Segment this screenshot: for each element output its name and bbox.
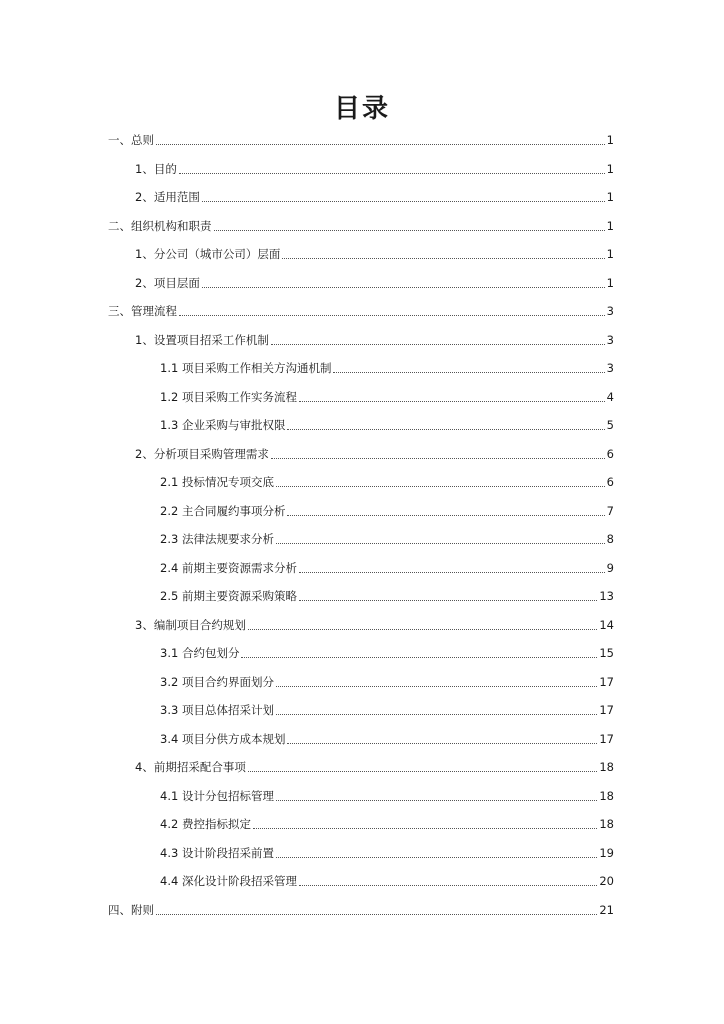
toc-entry-page: 5 (606, 418, 614, 432)
toc-entry-3-2-3[interactable] (160, 529, 614, 549)
toc-entry-2-1[interactable] (135, 244, 614, 264)
toc-entry-page: 6 (606, 447, 614, 461)
toc-entry-label: 四、附则 (108, 903, 154, 917)
toc-entry-3-2-5[interactable] (160, 586, 614, 606)
toc-leader-dots (179, 314, 605, 316)
toc-entry-3-1[interactable] (135, 330, 614, 350)
toc-entry-label: 2、适用范围 (135, 190, 200, 204)
toc-entry-label: 1、设置项目招采工作机制 (135, 333, 269, 347)
toc-leader-dots (202, 286, 605, 288)
toc-leader-dots (299, 571, 605, 573)
toc-entry-page: 14 (599, 618, 614, 632)
toc-leader-dots (276, 542, 605, 544)
toc-entry-3-1-1[interactable] (160, 358, 614, 378)
toc-entry-page: 1 (606, 190, 614, 204)
toc-leader-dots (282, 257, 604, 259)
toc-entry-label: 3.1 合约包划分 (160, 646, 240, 660)
toc-entry-page: 18 (599, 817, 614, 831)
toc-entry-3-2-2[interactable] (160, 501, 614, 521)
toc-leader-dots (287, 514, 604, 516)
toc-leader-dots (156, 143, 605, 145)
toc-entry-3-3[interactable] (135, 615, 614, 635)
toc-entry-label: 3.4 项目分供方成本规划 (160, 732, 286, 746)
toc-entry-page: 13 (599, 589, 614, 603)
toc-leader-dots (276, 856, 597, 858)
toc-entry-page: 1 (606, 162, 614, 176)
toc-entry-page: 1 (606, 247, 614, 261)
toc-entry-3-1-2[interactable] (160, 387, 614, 407)
toc-entry-label: 1.3 企业采购与审批权限 (160, 418, 286, 432)
toc-entry-page: 15 (599, 646, 614, 660)
toc-entry-label: 3、编制项目合约规划 (135, 618, 246, 632)
toc-entry-3-2-4[interactable] (160, 558, 614, 578)
toc-entry-page: 20 (599, 874, 614, 888)
toc-leader-dots (271, 457, 605, 459)
toc-entry-page: 17 (599, 703, 614, 717)
toc-entry-label: 1.1 项目采购工作相关方沟通机制 (160, 361, 332, 375)
toc-title: 目录 (333, 94, 390, 124)
toc-entry-3-2[interactable] (135, 444, 614, 464)
toc-leader-dots (299, 884, 597, 886)
toc-entry-3-4-4[interactable] (160, 871, 614, 891)
toc-entry-3-4[interactable] (135, 757, 614, 777)
toc-entry-page: 17 (599, 675, 614, 689)
toc-entry-page: 3 (606, 333, 614, 347)
toc-leader-dots (179, 172, 605, 174)
toc-entry-page: 4 (606, 390, 614, 404)
toc-entry-label: 1、分公司（城市公司）层面 (135, 247, 281, 261)
toc-leader-dots (248, 770, 598, 772)
toc-leader-dots (156, 913, 597, 915)
toc-entry-label: 3.2 项目合约界面划分 (160, 675, 274, 689)
toc-leader-dots (287, 742, 597, 744)
toc-entry-page: 6 (606, 475, 614, 489)
toc-entry-3-2-1[interactable] (160, 472, 614, 492)
toc-entry-label: 2.4 前期主要资源需求分析 (160, 561, 297, 575)
toc-leader-dots (271, 343, 605, 345)
toc-entry-label: 2.5 前期主要资源采购策略 (160, 589, 297, 603)
toc-leader-dots (248, 628, 598, 630)
toc-entry-page: 7 (606, 504, 614, 518)
toc-entry-page: 8 (606, 532, 614, 546)
toc-leader-dots (241, 656, 597, 658)
toc-entry-page: 1 (606, 219, 614, 233)
toc-entry-page: 1 (606, 276, 614, 290)
toc-entry-3-3-4[interactable] (160, 729, 614, 749)
toc-entry-page: 17 (599, 732, 614, 746)
toc-entry-label: 2、分析项目采购管理需求 (135, 447, 269, 461)
toc-entry-label: 三、管理流程 (108, 304, 177, 318)
toc-leader-dots (276, 799, 597, 801)
toc-entry-label: 二、组织机构和职责 (108, 219, 212, 233)
toc-entry-label: 1.2 项目采购工作实务流程 (160, 390, 297, 404)
toc-leader-dots (202, 200, 605, 202)
toc-leader-dots (253, 827, 597, 829)
toc-entry-3-4-2[interactable] (160, 814, 614, 834)
toc-entry-page: 21 (599, 903, 614, 917)
toc-entry-label: 4、前期招采配合事项 (135, 760, 246, 774)
toc-entry-label: 4.1 设计分包招标管理 (160, 789, 274, 803)
toc-entry-3[interactable] (108, 301, 614, 321)
toc-leader-dots (276, 685, 597, 687)
toc-entry-page: 9 (606, 561, 614, 575)
toc-entry-page: 19 (599, 846, 614, 860)
toc-entry-label: 一、总则 (108, 133, 154, 147)
toc-leader-dots (287, 428, 604, 430)
toc-leader-dots (299, 599, 597, 601)
toc-entry-label: 3.3 项目总体招采计划 (160, 703, 274, 717)
toc-entry-label: 4.4 深化设计阶段招采管理 (160, 874, 297, 888)
toc-entry-page: 3 (606, 361, 614, 375)
toc-entry-label: 2.2 主合同履约事项分析 (160, 504, 286, 518)
toc-entry-1-2[interactable] (135, 187, 614, 207)
toc-leader-dots (276, 713, 597, 715)
toc-entry-label: 2.3 法律法规要求分析 (160, 532, 274, 546)
toc-entry-1[interactable] (108, 130, 614, 150)
toc-leader-dots (299, 400, 605, 402)
toc-leader-dots (214, 229, 605, 231)
toc-entry-3-1-3[interactable] (160, 415, 614, 435)
toc-entry-2-2[interactable] (135, 273, 614, 293)
toc-entry-3-3-3[interactable] (160, 700, 614, 720)
toc-entry-label: 4.3 设计阶段招采前置 (160, 846, 274, 860)
toc-entry-3-3-1[interactable] (160, 643, 614, 663)
toc-entry-page: 3 (606, 304, 614, 318)
toc-entry-3-4-3[interactable] (160, 843, 614, 863)
toc-entry-3-4-1[interactable] (160, 786, 614, 806)
toc-leader-dots (276, 485, 605, 487)
toc-entry-label: 4.2 费控指标拟定 (160, 817, 251, 831)
toc-entry-3-3-2[interactable] (160, 672, 614, 692)
toc-entry-1-1[interactable] (135, 159, 614, 179)
toc-entry-page: 18 (599, 760, 614, 774)
toc-entry-page: 1 (606, 133, 614, 147)
toc-entry-4[interactable] (108, 900, 614, 920)
toc-entry-label: 1、目的 (135, 162, 177, 176)
toc-entry-page: 18 (599, 789, 614, 803)
toc-leader-dots (333, 371, 604, 373)
toc-entry-label: 2、项目层面 (135, 276, 200, 290)
toc-entry-2[interactable] (108, 216, 614, 236)
toc-entry-label: 2.1 投标情况专项交底 (160, 475, 274, 489)
